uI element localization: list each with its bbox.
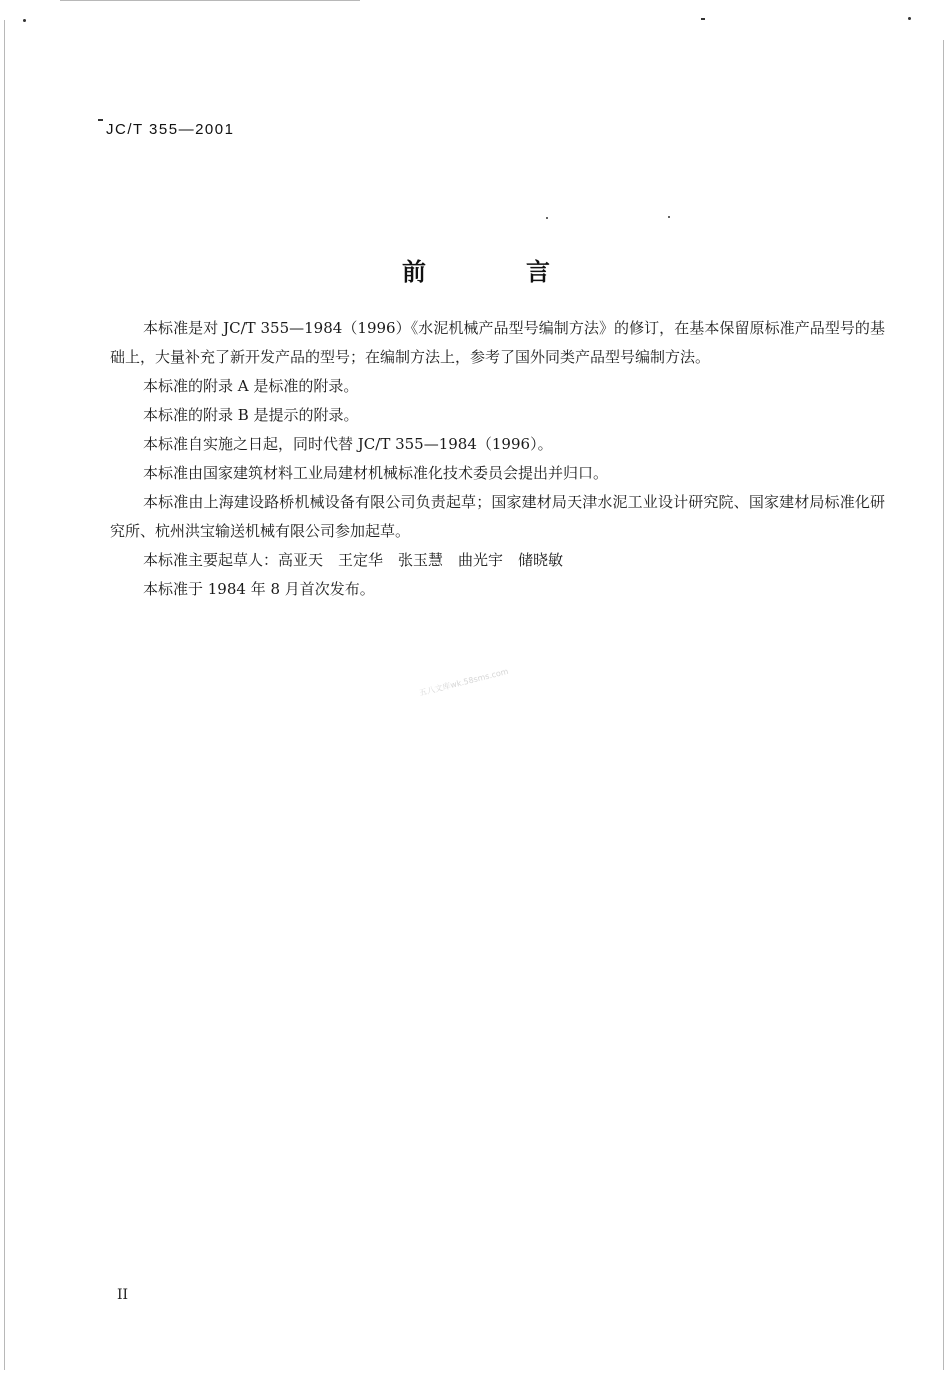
scan-speck: [908, 17, 911, 20]
scan-edge-right: [943, 40, 944, 1370]
watermark: 五八文库wk.58sms.com: [418, 666, 510, 698]
paragraph: 本标准主要起草人：高亚天 王定华 张玉慧 曲光宇 储晓敏: [143, 551, 564, 569]
standard-code: JC/T 355—2001: [106, 121, 235, 138]
scan-speck: [98, 119, 103, 121]
paragraph: 本标准自实施之日起，同时代替 JC/T 355—1984（1996）。: [143, 435, 553, 453]
paragraph: 本标准由上海建设路桥机械设备有限公司负责起草；国家建材局天津水泥工业设计研究院、国家建材局标准化研究所、杭州洪宝输送机械有限公司参加起草。: [110, 493, 885, 540]
scan-speck: [668, 216, 670, 218]
paragraph: 本标准于 1984 年 8 月首次发布。: [143, 580, 375, 598]
scan-speck: [23, 19, 26, 22]
scan-speck: [701, 18, 705, 20]
page-number: II: [117, 1287, 129, 1303]
paragraph: 本标准由国家建筑材料工业局建材机械标准化技术委员会提出并归口。: [143, 464, 609, 482]
paragraph: 本标准的附录 A 是标准的附录。: [143, 377, 359, 395]
paragraph: 本标准是对 JC/T 355—1984（1996）《水泥机械产品型号编制方法》的修订，在基本保留原标准产品型号的基础上，大量补充了新开发产品的型号；在编制方法上，参考了国外同类产品型号编制方法。: [110, 319, 885, 366]
scan-edge-left: [4, 20, 5, 1370]
foreword-body: [110, 314, 885, 604]
scan-edge-top: [60, 0, 360, 1]
page-title: 前 言: [402, 258, 588, 286]
paragraph: 本标准的附录 B 是提示的附录。: [143, 406, 359, 424]
scan-speck: [546, 217, 548, 219]
